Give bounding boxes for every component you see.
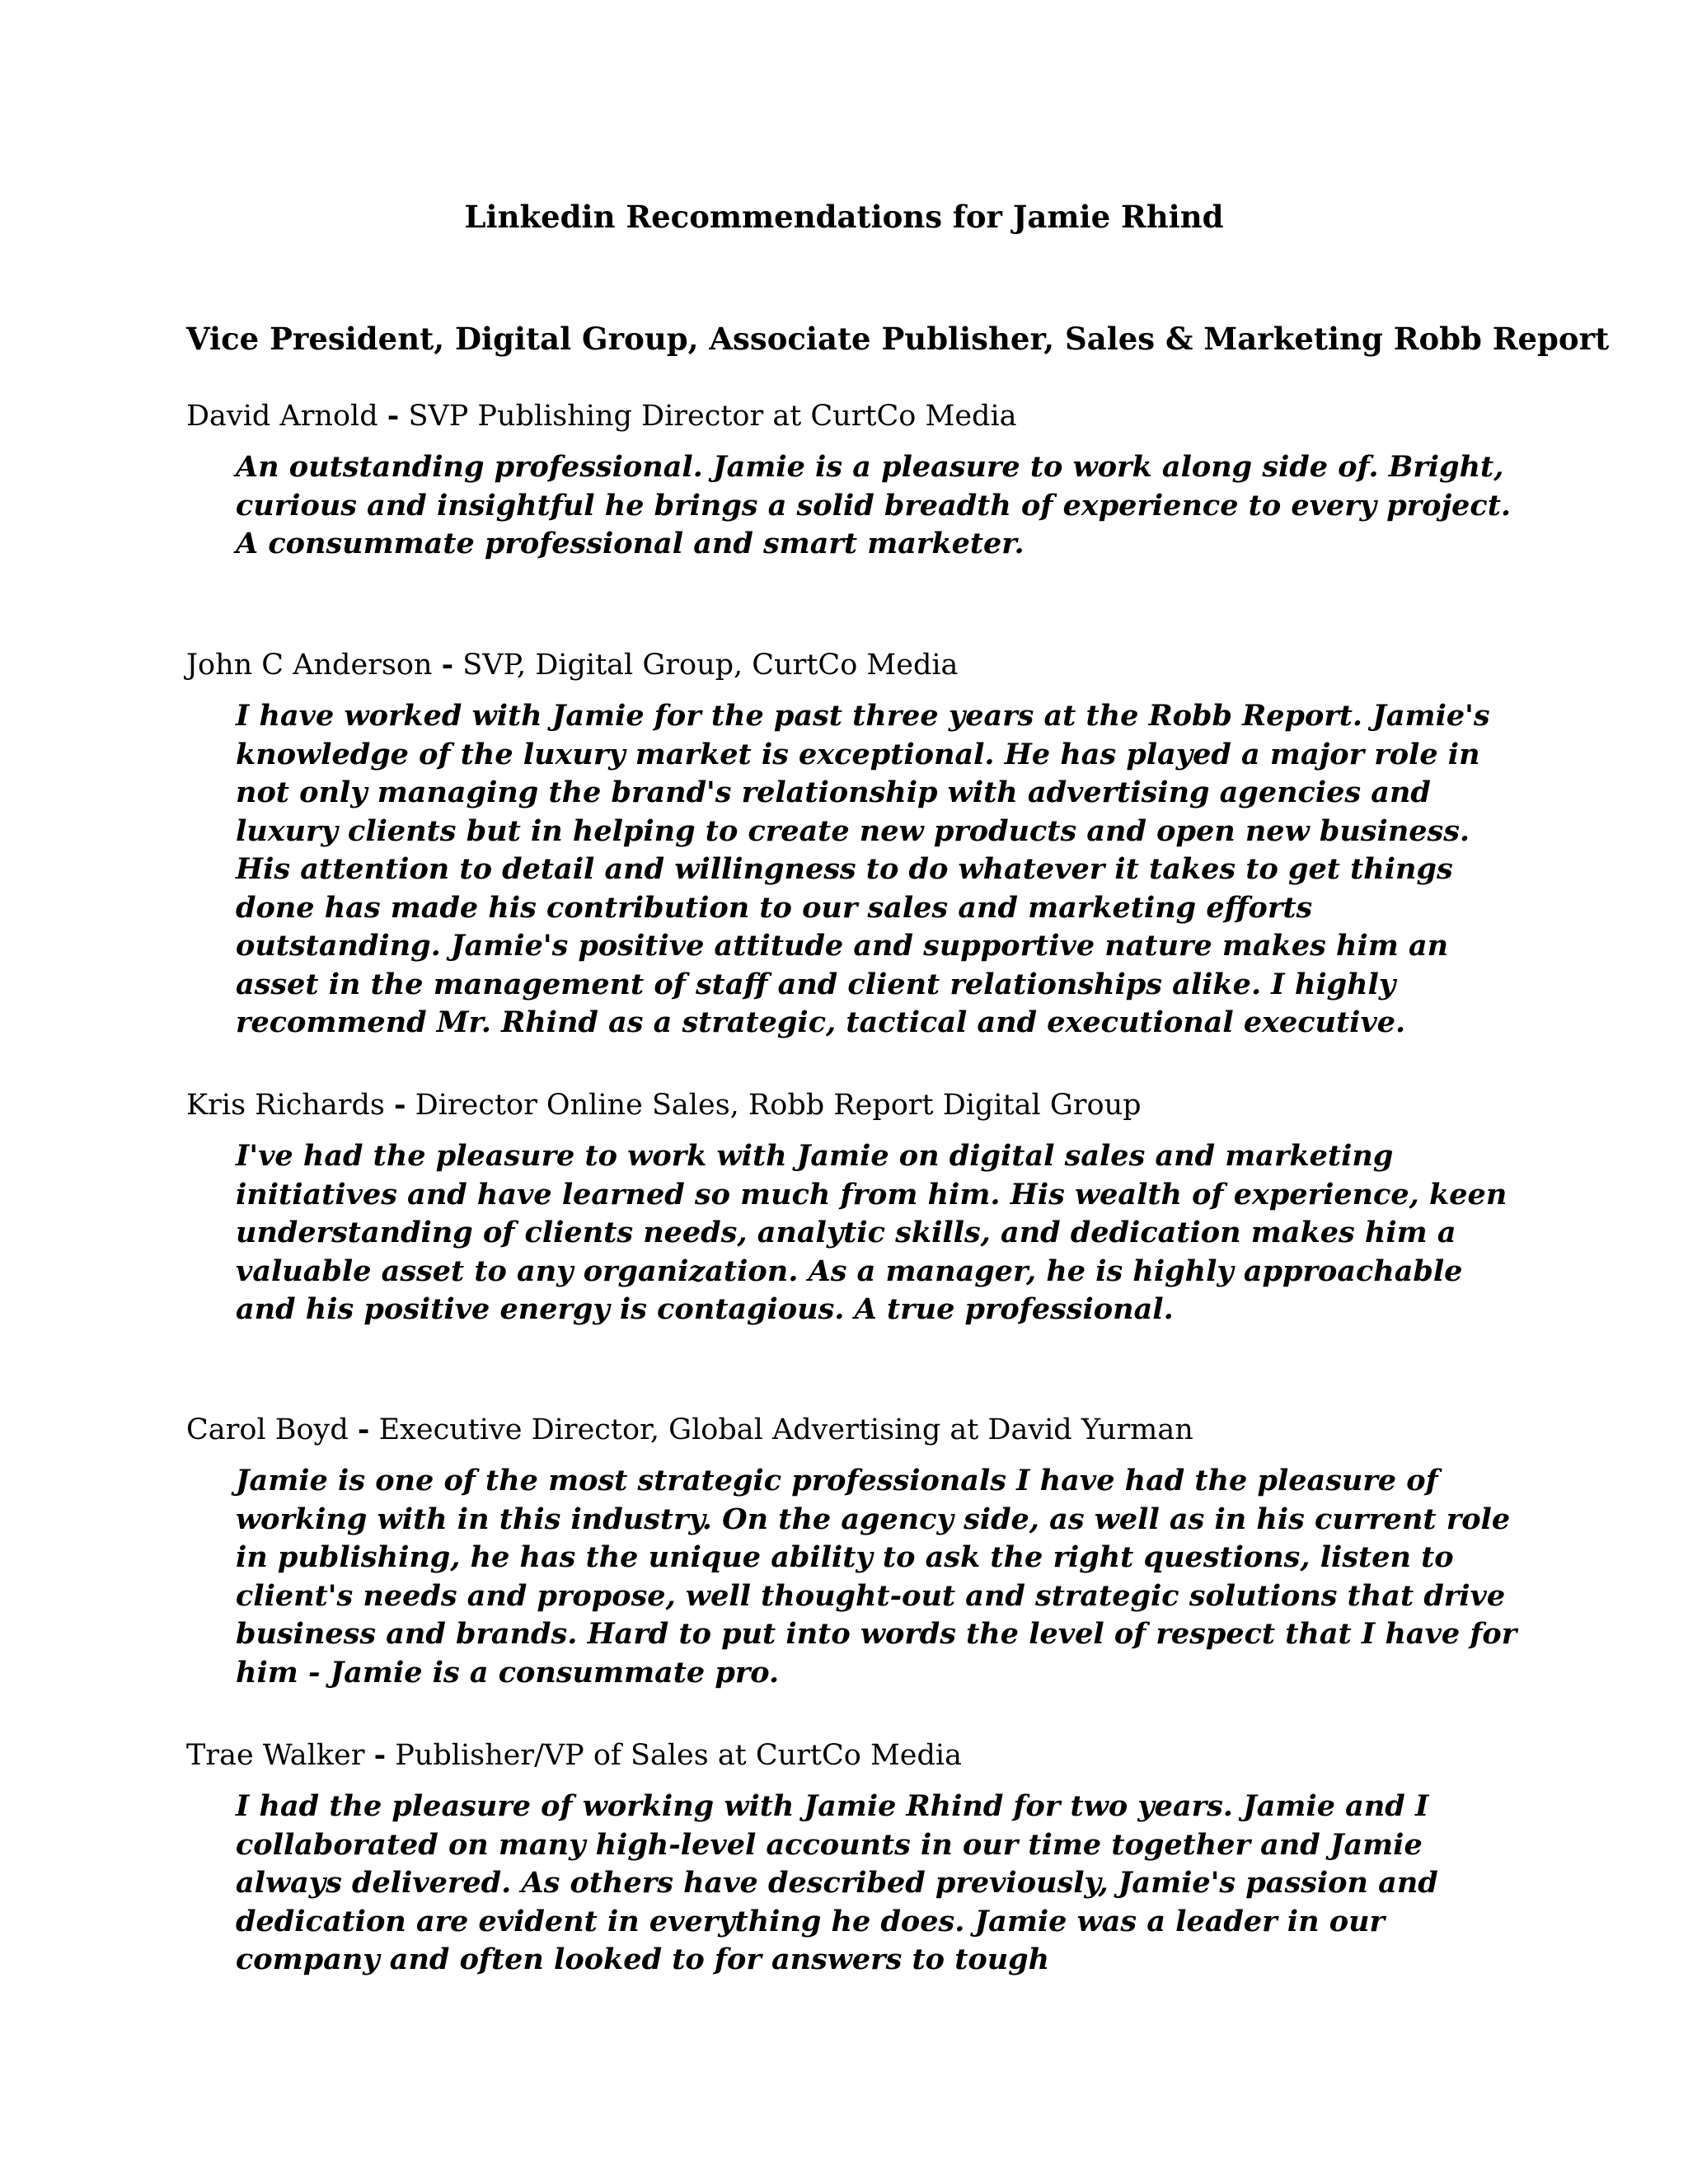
recommendation-text: An outstanding professional. Jamie is a pleasure to work along side of. Bright, curious and insightful he brings a solid breadth of experience to every project. A consummate professional and smart marketer. [236,450,1512,560]
recommendation-text: I have worked with Jamie for the past three years at the Robb Report. Jamie's knowledge of the luxury market is exceptional. He has played a major role in not only managing the brand's relationship with advertising agencies and luxury clients but in helping to create new products and open new business. His attention to detail and willingness to do whatever it takes to get things done has made his contribution to our sales and marketing efforts outstanding. Jamie's positive attitude and supportive nature makes him an asset in the management of staff and client relationships alike. I highly recommend Mr. Rhind as a strategic, tactical and executional executive. [236,699,1490,1039]
recommender-role: Director Online Sales, Robb Report Digital Group [415,1089,1142,1122]
separator: - [393,1088,406,1122]
recommender-name: David Arnold [186,400,378,433]
recommendation-text: I've had the pleasure to work with Jamie on digital sales and marketing initiatives and have learned so much from him. His wealth of experience, keen understanding of clients needs, analytic skills, and dedication makes him a valuable asset to any organization. As a manager, he is highly approachable and his positive energy is contagious. A true professional. [236,1139,1507,1326]
recommender-line [186,644,1522,686]
recommender-role: Publisher/VP of Sales at CurtCo Media [395,1739,962,1772]
recommender-name: John C Anderson [186,649,433,682]
recommender-name: Carol Boyd [186,1413,349,1446]
recommender-role: Executive Director, Global Advertising at David Yurman [378,1413,1193,1446]
recommender-role: SVP, Digital Group, CurtCo Media [462,649,959,682]
separator: - [373,1738,387,1772]
recommender-line [186,1085,1522,1126]
recommender-line [186,1409,1522,1451]
recommendation-text: Jamie is one of the most strategic professionals I have had the pleasure of working with in this industry. On the agency side, as well as in his current role in publishing, he has the unique ability to ask the right questions, listen to client's needs and propose, well thought-out and strategic solutions that drive business and brands. Hard to put into words the level of respect that I have for him - Jamie is a consummate pro. [236,1464,1517,1690]
recommender-name: Kris Richards [186,1089,385,1122]
position-heading: Vice President, Digital Group, Associate Publisher, Sales & Marketing Robb Report [186,321,1610,357]
recommendation [186,396,1522,564]
recommender-name: Trae Walker [186,1739,365,1772]
recommender-role: SVP Publishing Director at CurtCo Media [408,400,1017,433]
separator: - [387,399,400,433]
recommendation [186,1735,1522,1980]
recommendation [186,1085,1522,1329]
separator: - [357,1413,370,1446]
document-title: Linkedin Recommendations for Jamie Rhind [464,199,1224,235]
recommendation [186,644,1522,1043]
recommender-line [186,396,1522,437]
separator: - [441,648,454,682]
recommendation [186,1409,1522,1692]
recommender-line [186,1735,1522,1776]
recommendation-text: I had the pleasure of working with Jamie Rhind for two years. Jamie and I collaborated on many high-level accounts in our time together and Jamie always delivered. As others have described previously, Jamie's passion and dedication are evident in everything he does. Jamie was a leader in our company and often looked to for answers to tough [236,1789,1438,1976]
